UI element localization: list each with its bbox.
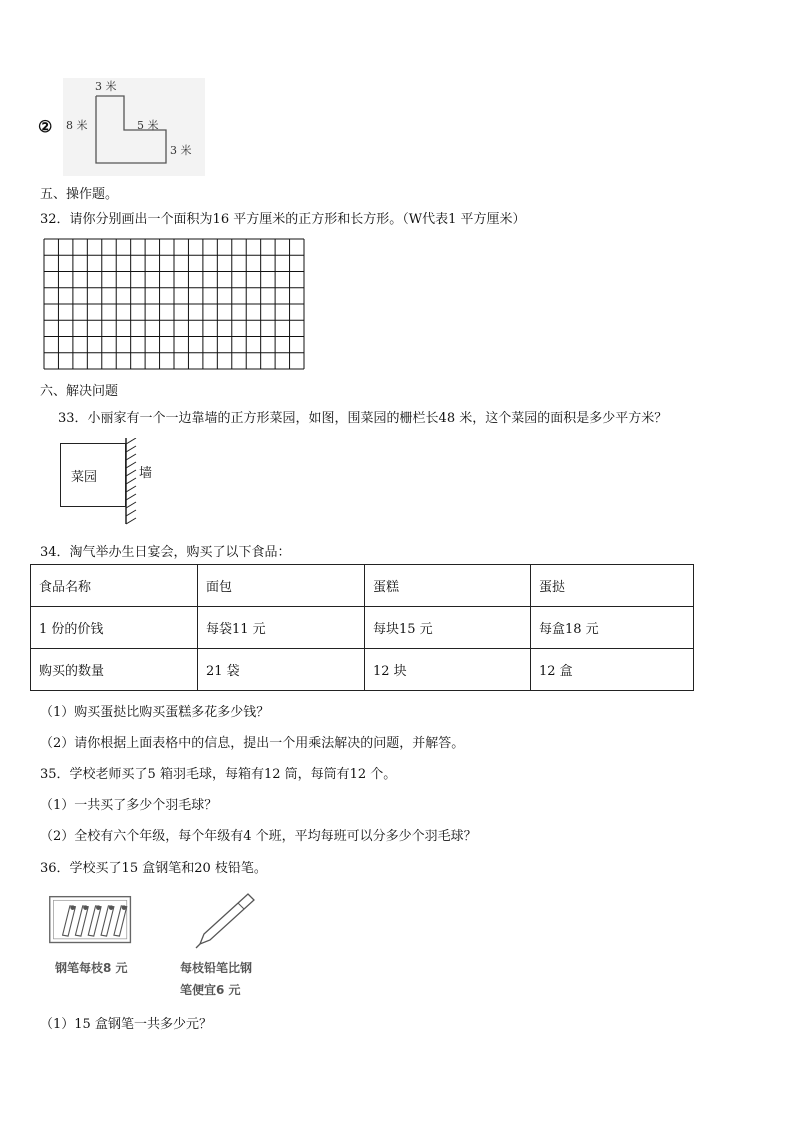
question-36: 36．学校买了15 盒钢笔和20 枝铅笔。 <box>40 861 267 876</box>
section6-heading: 六、解决问题 <box>40 384 119 399</box>
table-row <box>31 649 694 691</box>
table-cell: 12 盒 <box>531 649 694 691</box>
question-34-part-2: （2）请你根据上面表格中的信息，提出一个用乘法解决的问题，并解答。 <box>40 736 465 751</box>
question-35: 35．学校老师买了5 箱羽毛球，每箱有12 筒，每筒有12 个。 <box>40 767 397 782</box>
table-row <box>31 565 694 607</box>
wall-hatching <box>124 438 138 526</box>
table-cell: 21 袋 <box>198 649 365 691</box>
table-cell: 面包 <box>198 565 365 607</box>
table-cell: 食品名称 <box>31 565 198 607</box>
question-35-part-2: （2）全校有六个年级，每个年级有4 个班，平均每班可以分多少个羽毛球？ <box>40 829 477 844</box>
label-middle: 5 米 <box>137 119 159 132</box>
question-34-part-1: （1）购买蛋挞比购买蛋糕多花多少钱？ <box>40 705 270 720</box>
section5-heading: 五、操作题。 <box>40 187 119 202</box>
table-cell: 1 份的价钱 <box>31 607 198 649</box>
label-right: 3 米 <box>170 144 192 157</box>
table-cell: 购买的数量 <box>31 649 198 691</box>
table-cell: 蛋挞 <box>531 565 694 607</box>
square-grid <box>43 238 305 370</box>
pencil-icon <box>192 890 258 950</box>
food-table <box>30 564 694 691</box>
question-34: 34．淘气举办生日宴会，购买了以下食品： <box>40 545 291 560</box>
table-cell: 蛋糕 <box>365 565 531 607</box>
garden-label: 菜园 <box>71 470 98 485</box>
question-32: 32．请你分别画出一个面积为16 平方厘米的正方形和长方形。（W代表1 平方厘米） <box>40 212 526 227</box>
wall-label: 墙 <box>139 466 153 481</box>
pen-caption: 钢笔每枝8 元 <box>55 961 128 975</box>
table-cell: 每盒18 元 <box>531 607 694 649</box>
label-top: 3 米 <box>95 80 117 93</box>
table-row <box>31 607 694 649</box>
question-35-part-1: （1）一共买了多少个羽毛球？ <box>40 798 218 813</box>
label-left: 8 米 <box>66 119 88 132</box>
pen-box-icon <box>46 893 136 948</box>
table-cell: 每块15 元 <box>365 607 531 649</box>
figure-number: ② <box>38 117 53 136</box>
pencil-caption-line-2: 笔便宜6 元 <box>180 983 241 997</box>
question-36-part-1: （1）15 盒钢笔一共多少元？ <box>40 1017 212 1032</box>
table-cell: 12 块 <box>365 649 531 691</box>
table-cell: 每袋11 元 <box>198 607 365 649</box>
question-33: 33．小丽家有一个一边靠墙的正方形菜园，如图，围菜园的栅栏长48 米，这个菜园的面积是多少平方米？ <box>58 411 668 426</box>
pencil-caption-line-1: 每枝铅笔比钢 <box>180 961 253 975</box>
